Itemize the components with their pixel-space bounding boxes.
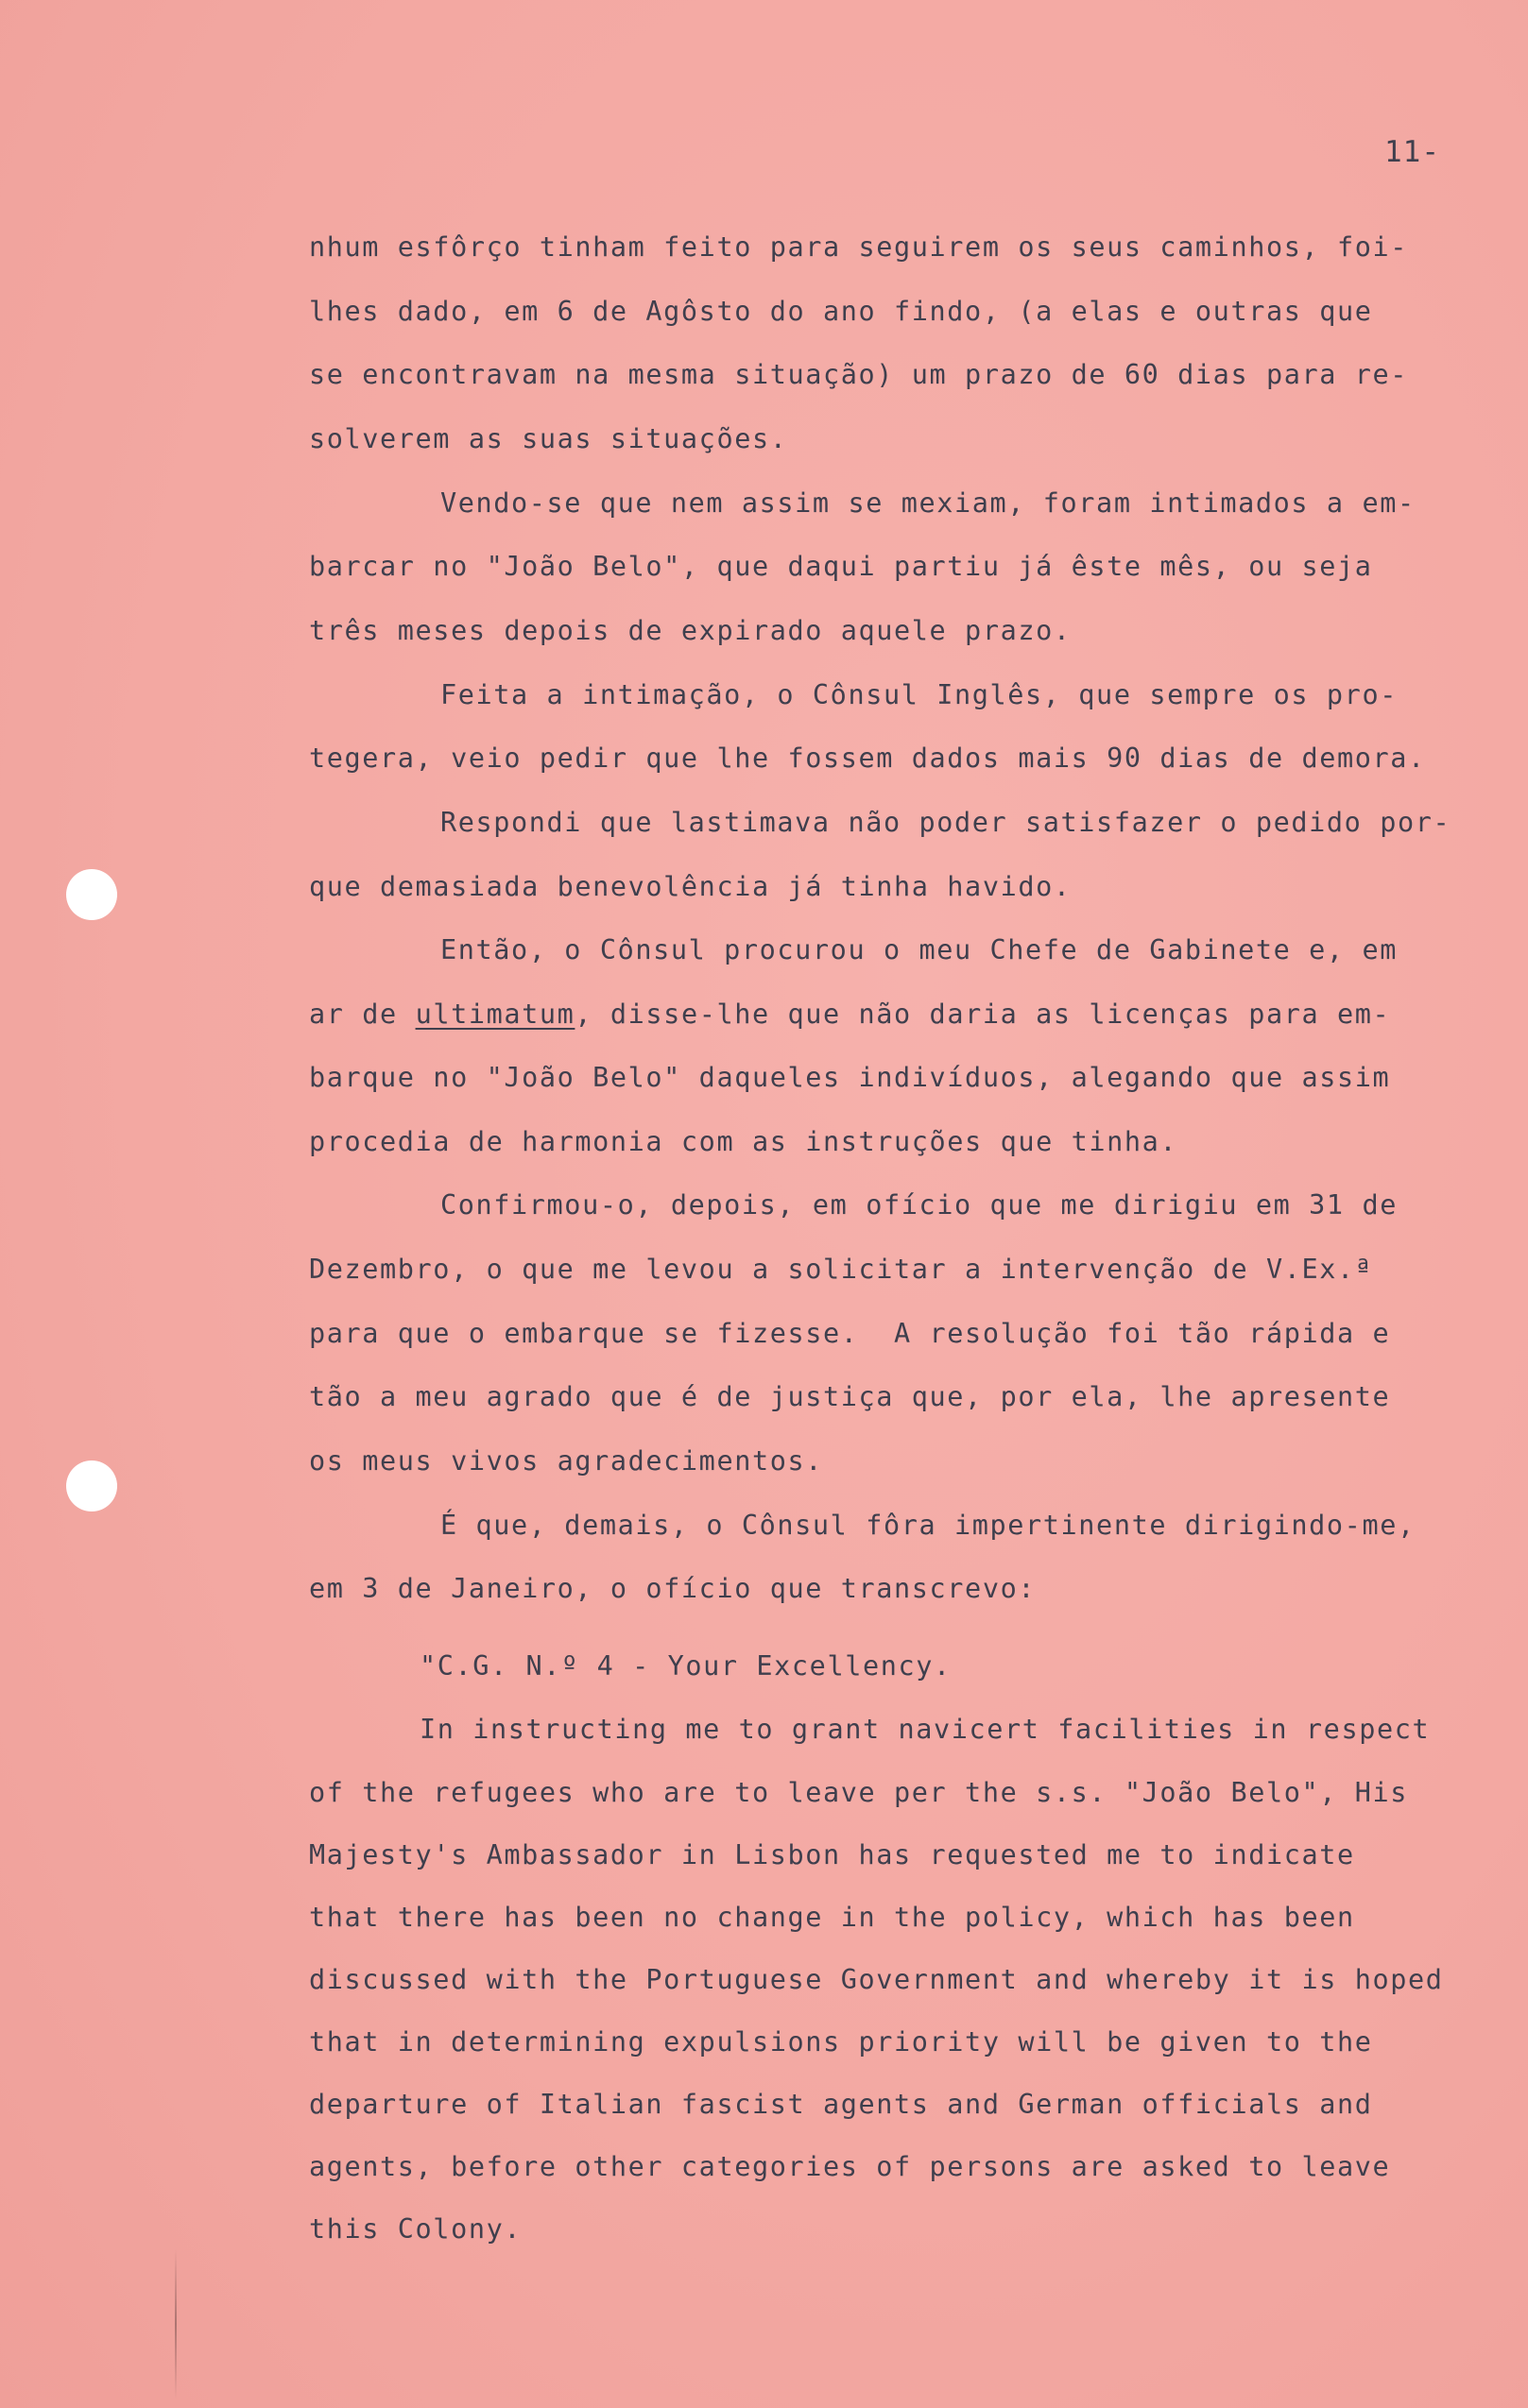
text-line-6: barcar no "João Belo", que daqui partiu já êste mês, ou seja: [309, 551, 1373, 582]
text-line-9: tegera, veio pedir que lhe fossem dados mais 90 dias de demora.: [309, 743, 1426, 774]
quote-line-7: that in determining expulsions priority will be given to the: [309, 2026, 1373, 2058]
quote-line-8: departure of Italian fascist agents and German officials and: [309, 2089, 1373, 2120]
text-segment: ar de: [309, 999, 416, 1030]
text-line-18: para que o embarque se fizesse. A resolução foi tão rápida e: [309, 1318, 1391, 1349]
text-line-11: que demasiada benevolência já tinha havido.: [309, 871, 1072, 902]
text-line-17: Dezembro, o que me levou a solicitar a intervenção de V.Ex.ª: [309, 1254, 1373, 1285]
punch-hole-top: [66, 869, 117, 920]
quote-line-3: of the refugees who are to leave per the s.s. "João Belo", His: [309, 1777, 1409, 1808]
punch-hole-bottom: [66, 1460, 117, 1511]
text-line-15: procedia de harmonia com as instruções que tinha.: [309, 1126, 1178, 1157]
text-line-7: três meses depois de expirado aquele prazo.: [309, 615, 1072, 646]
page-fold-mark: [175, 2248, 177, 2399]
text-line-20: os meus vivos agradecimentos.: [309, 1445, 823, 1477]
underlined-word-ultimatum: ultimatum: [415, 999, 575, 1030]
quote-line-5: that there has been no change in the policy, which has been: [309, 1902, 1355, 1933]
text-line-8: Feita a intimação, o Cônsul Inglês, que sempre os pro-: [440, 679, 1398, 710]
text-segment: , disse-lhe que não daria as licenças para em-: [575, 999, 1391, 1030]
text-line-13: [309, 1001, 1390, 1029]
page-number: 11-: [1384, 135, 1440, 169]
text-line-12: Então, o Cônsul procurou o meu Chefe de Gabinete e, em: [440, 934, 1398, 965]
text-line-1: nhum esfôrço tinham feito para seguirem os seus caminhos, foi-: [309, 231, 1409, 263]
text-line-16: Confirmou-o, depois, em ofício que me dirigiu em 31 de: [440, 1189, 1398, 1221]
text-line-22: em 3 de Janeiro, o ofício que transcrevo:: [309, 1573, 1037, 1604]
quote-line-4: Majesty's Ambassador in Lisbon has requested me to indicate: [309, 1839, 1355, 1870]
text-line-3: se encontravam na mesma situação) um prazo de 60 dias para re-: [309, 359, 1409, 390]
quote-line-10: this Colony.: [309, 2213, 523, 2245]
text-line-14: barque no "João Belo" daqueles indivíduos, alegando que assim: [309, 1062, 1391, 1093]
quote-line-6: discussed with the Portuguese Government and whereby it is hoped: [309, 1964, 1444, 1995]
quote-line-2: In instructing me to grant navicert facilities in respect: [420, 1714, 1431, 1745]
text-line-21: É que, demais, o Cônsul fôra impertinente dirigindo-me,: [440, 1510, 1416, 1541]
text-line-10: Respondi que lastimava não poder satisfazer o pedido por-: [440, 807, 1451, 838]
text-line-5: Vendo-se que nem assim se mexiam, foram intimados a em-: [440, 487, 1416, 519]
text-line-2: lhes dado, em 6 de Agôsto do ano findo, (a elas e outras que: [309, 296, 1373, 327]
text-line-4: solverem as suas situações.: [309, 423, 788, 454]
quote-line-1: "C.G. N.º 4 - Your Excellency.: [420, 1650, 952, 1682]
text-line-19: tão a meu agrado que é de justiça que, por ela, lhe apresente: [309, 1381, 1391, 1412]
quote-line-9: agents, before other categories of persons are asked to leave: [309, 2151, 1391, 2182]
